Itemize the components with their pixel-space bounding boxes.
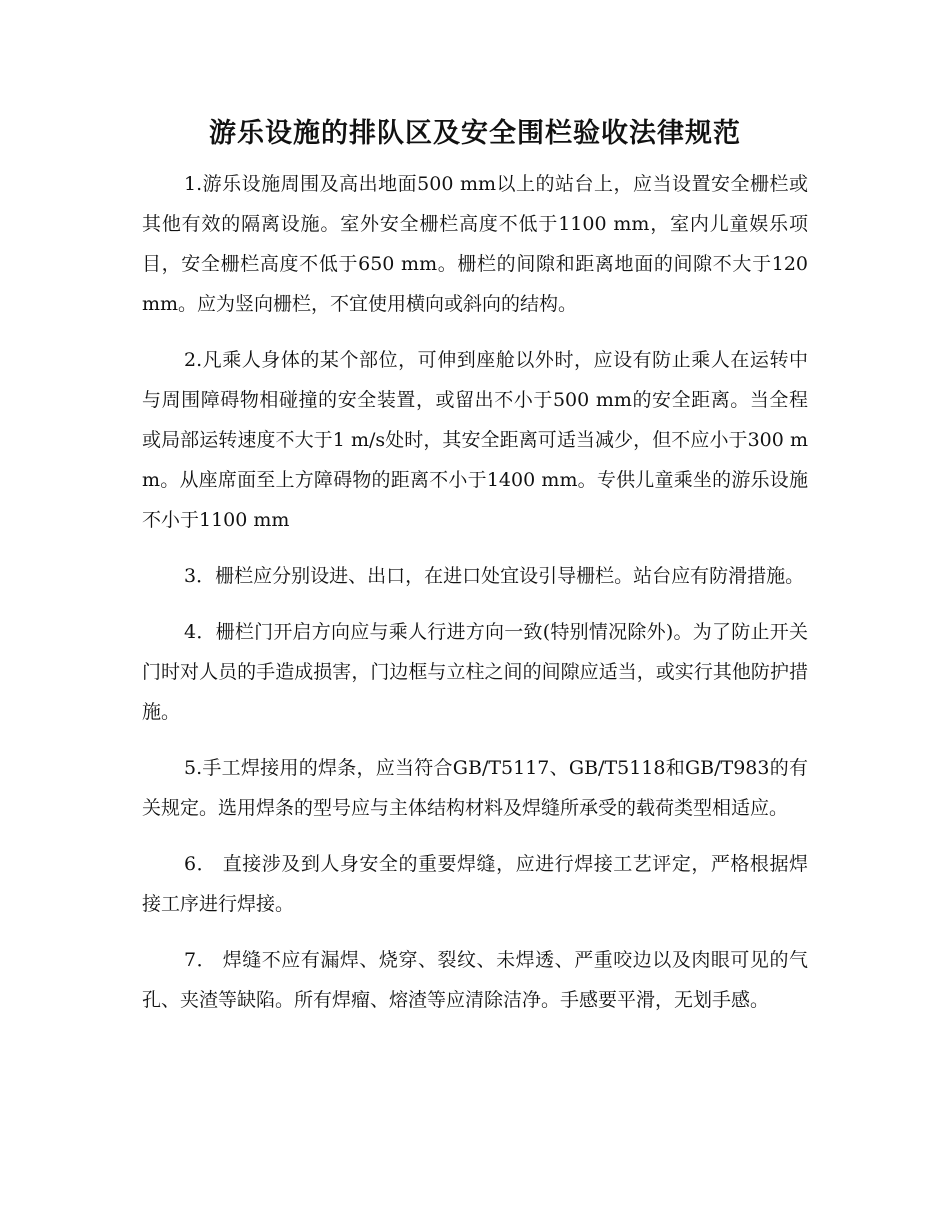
document-page <box>142 112 808 1036</box>
paragraph-4: 4．栅栏门开启方向应与乘人行进方向一致(特别情况除外)。为了防止开关门时对人员的手造成损害，门边框与立柱之间的间隙应适当，或实行其他防护措施。 <box>142 621 808 723</box>
paragraph-6: 6． 直接涉及到人身安全的重要焊缝，应进行焊接工艺评定，严格根据焊接工序进行焊接。 <box>142 853 808 915</box>
paragraph-3: 3．栅栏应分别设进、出口，在进口处宜设引导栅栏。站台应有防滑措施。 <box>184 565 805 587</box>
paragraph-7: 7． 焊缝不应有漏焊、烧穿、裂纹、未焊透、严重咬边以及肉眼可见的气孔、夹渣等缺陷。所有焊瘤、熔渣等应清除洁净。手感要平滑，无划手感。 <box>142 949 808 1011</box>
paragraph-1: 1.游乐设施周围及高出地面500 mm以上的站台上，应当设置安全栅栏或其他有效的隔离设施。室外安全栅栏高度不低于1100 mm，室内儿童娱乐项目，安全栅栏高度不低于650 mm。栅栏的间隙和距离地面的间隙不大于120 mm。应为竖向栅栏，不宜使用横向或斜向的结构。 <box>142 173 808 315</box>
paragraph-5: 5.手工焊接用的焊条，应当符合GB/T5117、GB/T5118和GB/T983的有关规定。选用焊条的型号应与主体结构材料及焊缝所承受的载荷类型相适应。 <box>142 757 808 819</box>
paragraph-2: 2.凡乘人身体的某个部位，可伸到座舱以外时，应设有防止乘人在运转中与周围障碍物相碰撞的安全装置，或留出不小于500 mm的安全距离。当全程或局部运转速度不大于1 m/s处时，其安全距离可适当减少，但不应小于300 mm。从座席面至上方障碍物的距离不小于1400 mm。专供儿童乘坐的游乐设施不小于1100 mm <box>142 349 808 531</box>
document-title: 游乐设施的排队区及安全围栏验收法律规范 <box>209 118 741 149</box>
